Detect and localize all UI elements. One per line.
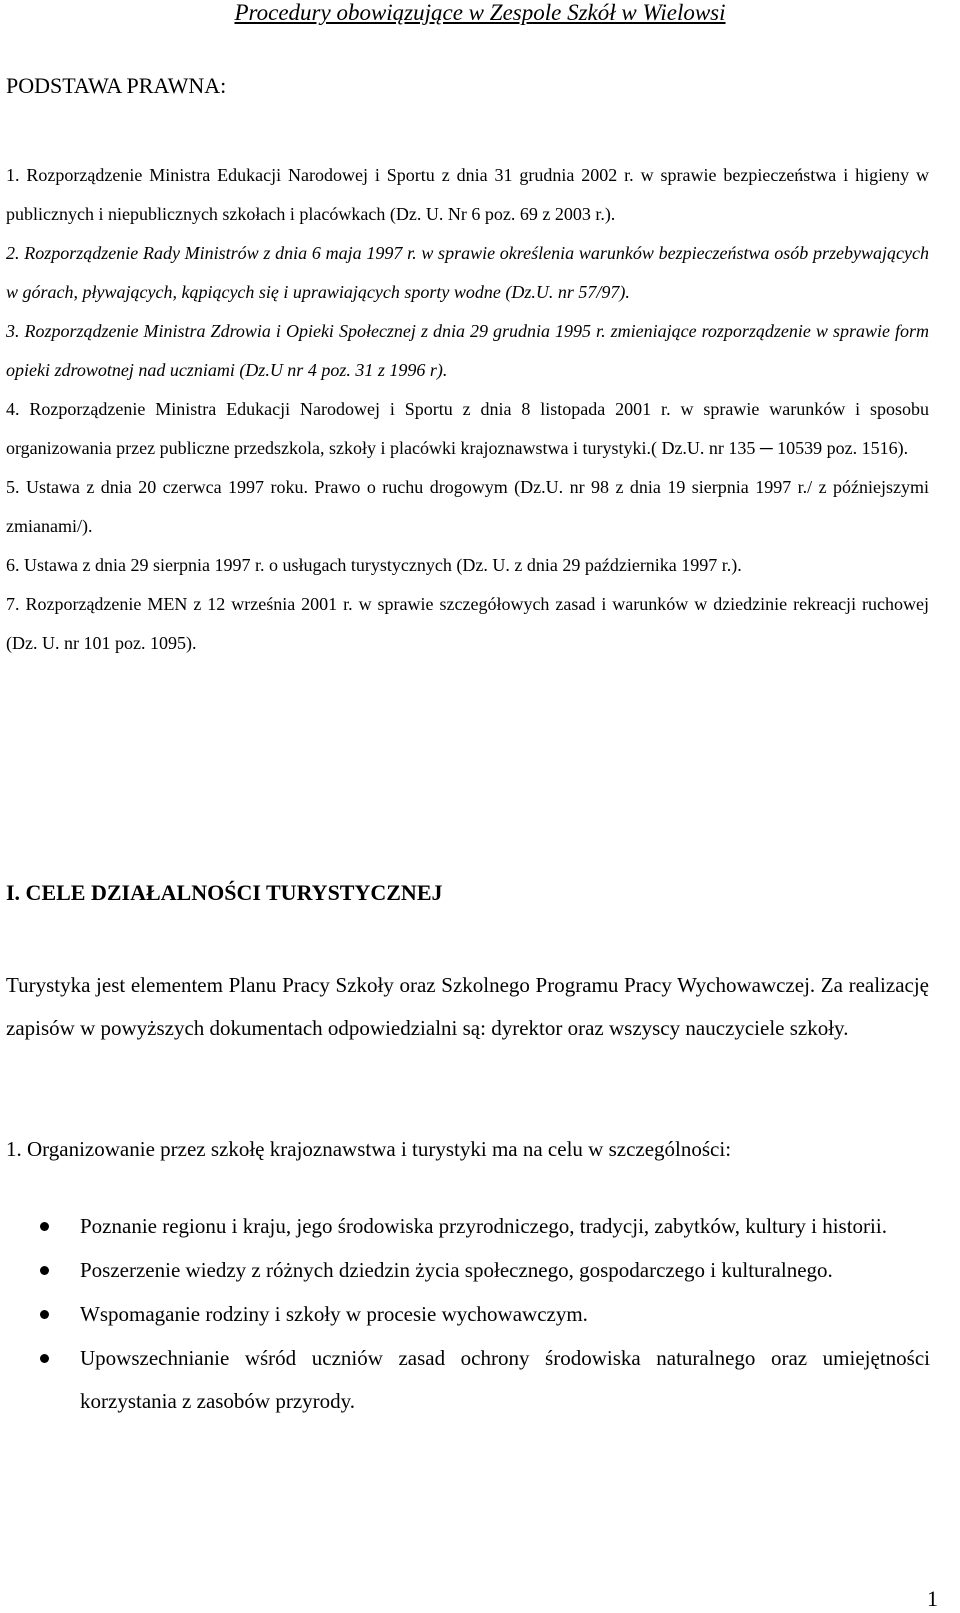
page-header-title: Procedury obowiązujące w Zespole Szkół w Wielowsi (234, 0, 726, 25)
goal-item (0, 1337, 930, 1423)
legal-basis-item: 1. Rozporządzenie Ministra Edukacji Narodowej i Sportu z dnia 31 grudnia 2002 r. w sprawie bezpieczeństwa i higieny w publicznych i niepublicznych szkołach i placówkach (Dz. U. Nr 6 poz. 69 z 2003 r.). (6, 165, 929, 224)
legal-basis-item: 7. Rozporządzenie MEN z 12 września 2001 r. w sprawie szczegółowych zasad i warunków w dziedzinie rekreacji ruchowej (Dz. U. nr 101 poz. 1095). (6, 594, 929, 653)
goal-item (0, 1205, 930, 1248)
goal-item (0, 1249, 930, 1292)
legal-basis-item: 4. Rozporządzenie Ministra Edukacji Narodowej i Sportu z dnia 8 listopada 2001 r. w sprawie warunków i sposobu organizowania przez publiczne przedszkola, szkoły i placówki krajoznawstwa i turystyki.( Dz.U. nr 135 ─ 10539 poz. 1516). (6, 399, 929, 458)
goal-text: Wspomaganie rodziny i szkoły w procesie wychowawczym. (80, 1302, 588, 1326)
legal-basis-list (6, 156, 929, 663)
legal-basis-item: 3. Rozporządzenie Ministra Zdrowia i Opieki Społecznej z dnia 29 grudnia 1995 r. zmieniające rozporządzenie w sprawie form opieki zdrowotnej nad uczniami (Dz.U nr 4 poz. 31 z 1996 r). (6, 321, 929, 380)
section-title: I. CELE DZIAŁALNOŚCI TURYSTYCZNEJ (6, 880, 443, 905)
goal-text: Upowszechnianie wśród uczniów zasad ochrony środowiska naturalnego oraz umiejętności korzystania z zasobów przyrody. (80, 1346, 930, 1413)
bullet-icon (40, 1354, 49, 1363)
goal-text: Poznanie regionu i kraju, jego środowiska przyrodniczego, tradycji, zabytków, kultury i historii. (80, 1214, 887, 1238)
legal-basis-item: 6. Ustawa z dnia 29 sierpnia 1997 r. o usługach turystycznych (Dz. U. z dnia 29 października 1997 r.). (6, 555, 742, 575)
legal-basis-item: 5. Ustawa z dnia 20 czerwca 1997 roku. Prawo o ruchu drogowym (Dz.U. nr 98 z dnia 19 sierpnia 1997 r./ z późniejszymi zmianami/). (6, 477, 929, 536)
bullet-icon (40, 1266, 49, 1275)
section-intro-paragraph (6, 964, 929, 1050)
goals-list (0, 1205, 930, 1424)
bullet-icon (40, 1222, 49, 1231)
goals-heading: 1. Organizowanie przez szkołę krajoznawstwa i turystyki ma na celu w szczególności: (6, 1137, 732, 1161)
intro-text: Turystyka jest elementem Planu Pracy Szkoły oraz Szkolnego Programu Pracy Wychowawczej. Za realizację zapisów w powyższych dokumentach odpowiedzialni są: dyrektor oraz wszyscy nauczyciele szkoły. (6, 973, 929, 1040)
goal-item (0, 1293, 930, 1336)
bullet-icon (40, 1310, 49, 1319)
legal-basis-item: 2. Rozporządzenie Rady Ministrów z dnia 6 maja 1997 r. w sprawie określenia warunków bezpieczeństwa osób przebywających w górach, pływających, kąpiących się i uprawiających sporty wodne (Dz.U. nr 57/97). (6, 243, 929, 302)
goal-text: Poszerzenie wiedzy z różnych dziedzin życia społecznego, gospodarczego i kulturalnego. (80, 1258, 833, 1282)
legal-basis-title: PODSTAWA PRAWNA: (6, 73, 227, 98)
page-number: 1 (927, 1586, 938, 1611)
